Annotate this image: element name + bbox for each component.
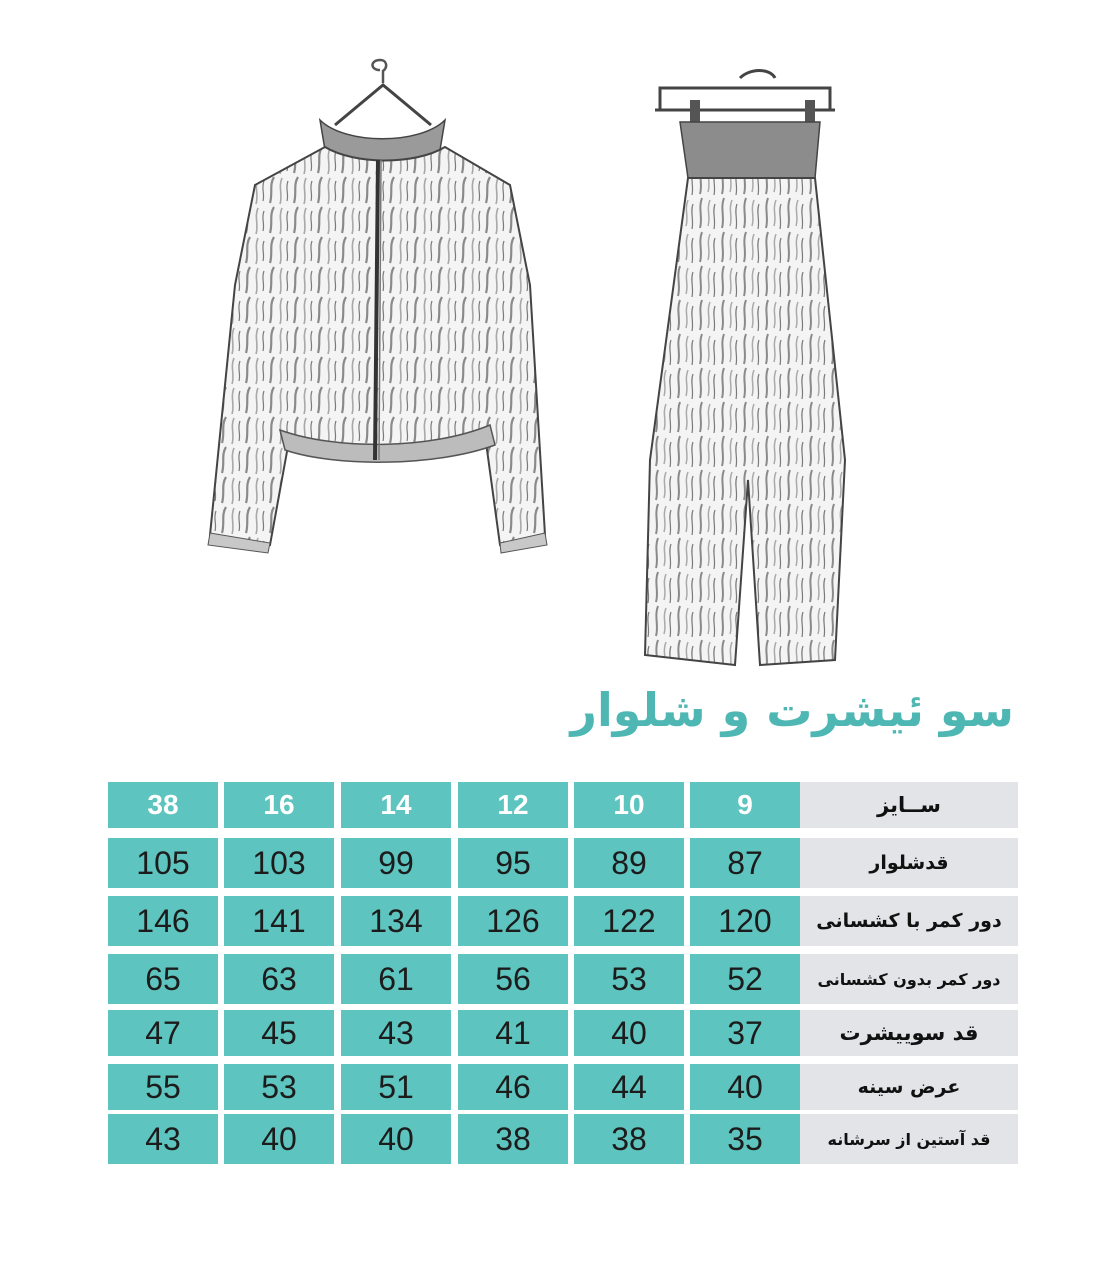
table-cell: 40 xyxy=(690,1064,800,1110)
table-cell: 65 xyxy=(108,954,218,1004)
table-cell: 35 xyxy=(690,1114,800,1164)
jacket-illustration xyxy=(195,55,565,575)
table-cell: 122 xyxy=(574,896,684,946)
table-cell: 37 xyxy=(690,1010,800,1056)
table-cell: 87 xyxy=(690,838,800,888)
size-header-cell: 38 xyxy=(108,782,218,828)
table-cell: 63 xyxy=(224,954,334,1004)
table-cell: 43 xyxy=(108,1114,218,1164)
table-cell: 99 xyxy=(341,838,451,888)
table-cell: 38 xyxy=(458,1114,568,1164)
table-cell: 53 xyxy=(574,954,684,1004)
row-label: قد سوییشرت xyxy=(800,1010,1018,1056)
table-cell: 53 xyxy=(224,1064,334,1110)
table-cell: 40 xyxy=(224,1114,334,1164)
table-cell: 56 xyxy=(458,954,568,1004)
row-label: قد آستین از سرشانه xyxy=(800,1114,1018,1164)
table-cell: 38 xyxy=(574,1114,684,1164)
size-header-cell: 9 xyxy=(690,782,800,828)
table-cell: 40 xyxy=(341,1114,451,1164)
table-cell: 134 xyxy=(341,896,451,946)
table-cell: 47 xyxy=(108,1010,218,1056)
table-cell: 95 xyxy=(458,838,568,888)
table-cell: 89 xyxy=(574,838,684,888)
size-header-cell: 16 xyxy=(224,782,334,828)
table-cell: 120 xyxy=(690,896,800,946)
row-label: دور کمر با کشسانی xyxy=(800,896,1018,946)
table-cell: 61 xyxy=(341,954,451,1004)
table-cell: 43 xyxy=(341,1010,451,1056)
row-label: عرض سینه xyxy=(800,1064,1018,1110)
pants-illustration xyxy=(630,60,860,680)
table-cell: 146 xyxy=(108,896,218,946)
table-cell: 55 xyxy=(108,1064,218,1110)
size-header-cell: 12 xyxy=(458,782,568,828)
size-header-label: ســایز xyxy=(800,782,1018,828)
table-cell: 40 xyxy=(574,1010,684,1056)
size-header-cell: 14 xyxy=(341,782,451,828)
row-label: قدشلوار xyxy=(800,838,1018,888)
table-cell: 126 xyxy=(458,896,568,946)
table-cell: 105 xyxy=(108,838,218,888)
table-cell: 103 xyxy=(224,838,334,888)
page-title: سو ئیشرت و شلوار xyxy=(570,683,1014,737)
table-cell: 45 xyxy=(224,1010,334,1056)
table-cell: 44 xyxy=(574,1064,684,1110)
table-cell: 52 xyxy=(690,954,800,1004)
table-cell: 41 xyxy=(458,1010,568,1056)
row-label: دور کمر بدون کشسانی xyxy=(800,954,1018,1004)
table-cell: 51 xyxy=(341,1064,451,1110)
table-cell: 141 xyxy=(224,896,334,946)
size-header-cell: 10 xyxy=(574,782,684,828)
table-cell: 46 xyxy=(458,1064,568,1110)
